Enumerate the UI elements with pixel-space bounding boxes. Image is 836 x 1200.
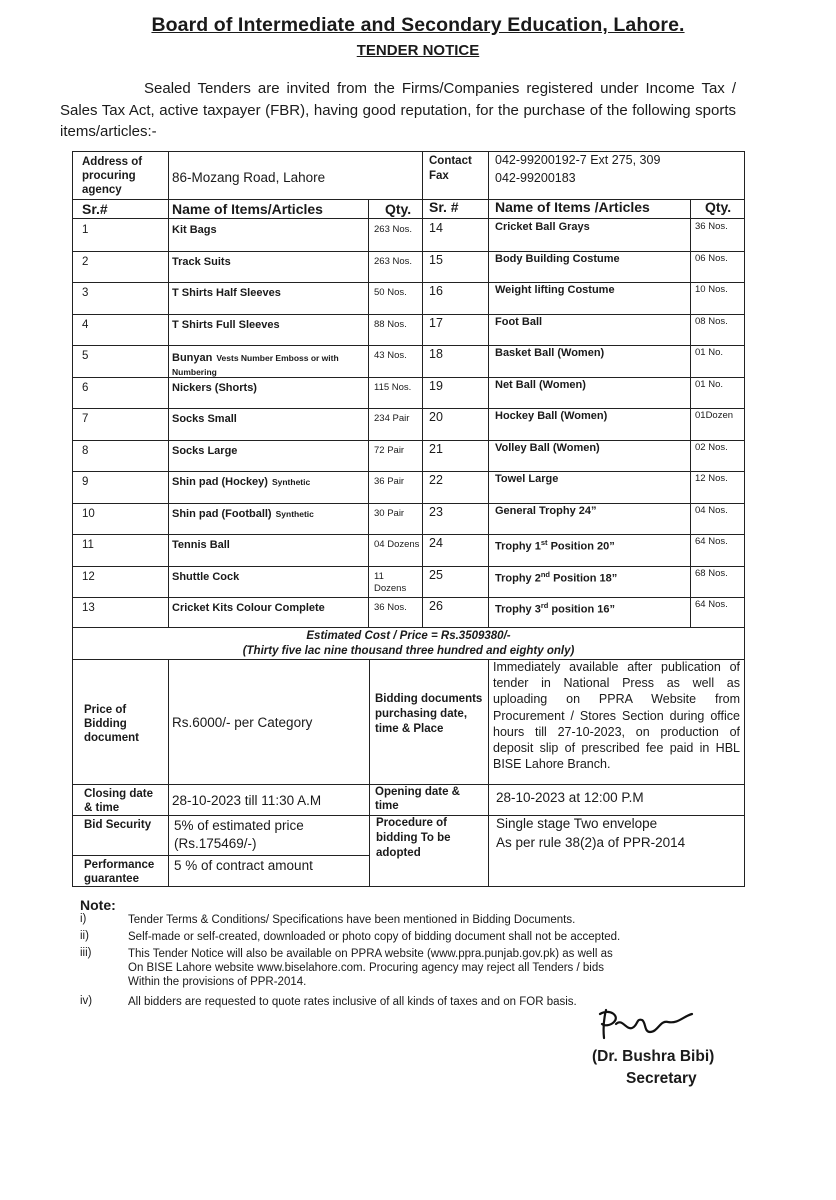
item-qty: 72 Pair <box>374 444 405 456</box>
item-sr: 13 <box>82 602 95 614</box>
address-value: 86-Mozang Road, Lahore <box>172 170 326 185</box>
performance-value: 5 % of contract amount <box>174 858 313 873</box>
item-sr: 11 <box>82 539 94 551</box>
rule <box>72 534 745 535</box>
item-qty: 02 Nos. <box>695 441 728 453</box>
fax-label: Fax <box>429 170 449 182</box>
item-sr: 14 <box>429 221 443 235</box>
item-name <box>495 346 604 361</box>
item-sr: 17 <box>429 315 443 330</box>
item-name-text: Basket Ball (Women) <box>495 347 605 359</box>
item-name-text: Shuttle Cock <box>172 570 240 583</box>
item-spec: Synthetic <box>271 477 311 487</box>
item-qty: 234 Pair <box>374 413 410 424</box>
security-label: Bid Security <box>84 819 152 831</box>
item-qty: 36 Pair <box>374 476 405 487</box>
item-qty: 36 Nos. <box>695 221 728 232</box>
note-line: On BISE Lahore website www.biselahore.com. Procuring agency may reject all Tenders / bids <box>128 962 604 974</box>
item-sr: 21 <box>429 441 443 456</box>
item-name-text: Shin pad (Hockey) <box>172 476 268 488</box>
item-name-text: Shin pad (Football) <box>172 507 272 520</box>
item-sr: 7 <box>82 413 89 425</box>
security-line-2: (Rs.175469/-) <box>174 836 257 851</box>
purchase-details: Immediately available after publication of tender in National Press as well as uploading on PPRA Website from Procurement / Stores Section during office hours till 27-10-2023, on production of deposit slip of prescribed fee paid in HBL BISE Lahore Branch. <box>493 660 740 772</box>
performance-label: Performance guarantee <box>84 859 155 885</box>
item-name-text: Trophy 1 <box>495 540 541 553</box>
rule <box>72 471 745 472</box>
item-qty: 01Dozen <box>695 410 734 421</box>
item-qty: 11 <box>374 570 384 582</box>
item-sr: 5 <box>82 350 89 362</box>
item-name-text: Trophy 2 <box>495 572 541 585</box>
item-name <box>495 504 596 519</box>
item-name-text: Body Building Costume <box>495 252 620 265</box>
item-name <box>172 286 281 301</box>
item-sr: 6 <box>82 381 89 394</box>
item-name <box>172 412 237 427</box>
item-qty: 30 Pair <box>374 507 405 519</box>
item-name <box>172 444 237 459</box>
notice-heading: TENDER NOTICE <box>356 42 480 59</box>
rule <box>72 408 745 409</box>
item-qty: 01 No. <box>695 347 723 358</box>
item-name <box>495 220 590 235</box>
note-line: Within the provisions of PPR-2014. <box>128 976 307 988</box>
rule <box>72 855 168 856</box>
item-sr: 1 <box>82 224 89 236</box>
item-qty: 06 Nos. <box>695 252 728 264</box>
item-sr: 4 <box>82 318 89 331</box>
item-qty: 68 Nos. <box>695 567 728 579</box>
item-name-text: General Trophy 24” <box>495 504 597 517</box>
closing-label: Closing date & time <box>84 788 154 814</box>
rule <box>72 503 745 504</box>
item-qty: 64 Nos. <box>695 599 728 610</box>
rule <box>488 659 489 887</box>
item-qty: 88 Nos. <box>374 318 407 330</box>
rule <box>72 345 745 346</box>
rule <box>690 199 691 627</box>
col-name: Name of Items/Articles <box>172 201 323 217</box>
item-name <box>172 381 257 396</box>
rule <box>488 151 489 627</box>
item-qty-unit: Dozens <box>374 582 407 594</box>
item-name-text: Volley Ball (Women) <box>495 441 600 454</box>
note-line: Tender Terms & Conditions/ Specifications have been mentioned in Bidding Documents. <box>128 914 576 926</box>
item-sr: 22 <box>429 473 443 487</box>
item-qty: 64 Nos. <box>695 536 728 547</box>
item-qty: 04 Dozens <box>374 539 420 550</box>
item-name <box>495 535 615 555</box>
item-name-end: position 16” <box>548 603 615 616</box>
note-line: All bidders are requested to quote rates inclusive of all kinds of taxes and on FOR basis. <box>128 996 577 1008</box>
item-spec: Synthetic <box>275 508 314 519</box>
estimated-cost-words: (Thirty five lac nine thousand three hundred and eighty only) <box>242 645 575 657</box>
rule <box>168 659 169 887</box>
signatory-role: Secretary <box>626 1070 697 1087</box>
item-sr: 26 <box>429 599 443 613</box>
procedure-line-1: Single stage Two envelope <box>496 816 658 831</box>
col-qty-2: Qty. <box>705 199 732 215</box>
item-name <box>495 567 617 587</box>
item-qty: 10 Nos. <box>695 284 728 295</box>
item-qty: 43 Nos. <box>374 350 407 361</box>
item-sr: 15 <box>429 252 443 267</box>
rule <box>72 597 745 598</box>
item-name <box>495 252 620 267</box>
item-name-text: Hockey Ball (Women) <box>495 410 608 422</box>
col-qty: Qty. <box>385 201 412 217</box>
item-sr: 12 <box>82 570 95 583</box>
security-line-1: 5% of estimated price <box>174 818 304 833</box>
intro-paragraph: Sealed Tenders are invited from the Firms/Companies registered under Income Tax / Sales Tax Act, active taxpayer (FBR), having good reputation, for the purchase of the following sports items/articles:- <box>60 80 736 140</box>
item-qty: 12 Nos. <box>695 473 728 484</box>
item-name-text: Kit Bags <box>172 224 217 236</box>
rule <box>72 314 745 315</box>
item-name <box>495 315 542 330</box>
item-qty: 115 Nos. <box>374 381 412 393</box>
rule <box>422 151 423 627</box>
item-sr: 16 <box>429 284 443 298</box>
item-sr: 10 <box>82 507 95 520</box>
col-name-2: Name of Items /Articles <box>495 199 650 215</box>
note-title: Note: <box>80 897 116 913</box>
item-sr: 23 <box>429 504 443 519</box>
item-sr: 2 <box>82 255 89 268</box>
item-name <box>495 441 600 456</box>
item-name-sup: st <box>540 538 548 547</box>
item-name-text: Foot Ball <box>495 315 543 328</box>
item-name <box>172 475 310 490</box>
item-name-sup: rd <box>540 601 549 610</box>
item-name-text: Tennis Ball <box>172 539 230 551</box>
item-name <box>495 283 615 298</box>
rule <box>168 151 169 627</box>
item-name-text: Net Ball (Women) <box>495 378 586 391</box>
rule <box>72 282 745 283</box>
fax-value: 042-99200183 <box>495 171 576 185</box>
item-name-end: Position 18” <box>550 572 618 585</box>
item-sr: 20 <box>429 410 443 424</box>
item-name-text: Bunyan <box>172 352 213 364</box>
signatory-name: (Dr. Bushra Bibi) <box>592 1048 715 1065</box>
item-name-text: Trophy 3 <box>495 603 541 616</box>
note-number: ii) <box>80 930 89 942</box>
item-name-sup: nd <box>540 569 551 579</box>
address-label: Address of procuring agency <box>82 156 143 196</box>
rule <box>168 855 369 856</box>
item-name-text: Towel Large <box>495 473 559 485</box>
item-spec-2: Numbering <box>172 367 217 377</box>
item-sr: 3 <box>82 287 89 299</box>
item-name <box>172 538 230 553</box>
item-spec: Vests Number Emboss or with <box>216 353 339 363</box>
item-name <box>495 472 558 487</box>
rule <box>72 440 745 441</box>
opening-value: 28-10-2023 at 12:00 P.M <box>496 790 644 805</box>
rule <box>72 218 745 219</box>
item-name-text: Socks Small <box>172 413 237 425</box>
item-name <box>172 318 280 333</box>
item-name <box>172 601 325 616</box>
contact-value: 042-99200192-7 Ext 275, 309 <box>495 153 661 167</box>
col-sr-2: Sr. # <box>429 199 459 215</box>
procedure-label: Procedure of bidding To be adopted <box>376 817 451 859</box>
item-qty: 04 Nos. <box>695 504 728 516</box>
item-sr: 25 <box>429 567 443 582</box>
item-name-text: T Shirts Full Sleeves <box>172 318 280 331</box>
estimated-cost: Estimated Cost / Price = Rs.3509380/- <box>306 630 511 642</box>
opening-label: Opening date & time <box>375 786 460 812</box>
item-name-text: Cricket Ball Grays <box>495 221 590 233</box>
item-name-text: Cricket Kits Colour Complete <box>172 602 325 614</box>
item-name <box>495 378 586 393</box>
item-sr: 18 <box>429 347 443 361</box>
price-value: Rs.6000/- per Category <box>172 715 313 730</box>
purchase-label: Bidding documents purchasing date, time & Place <box>375 693 483 735</box>
note-line: Self-made or self-created, downloaded or photo copy of bidding document shall not be accepted. <box>128 931 621 943</box>
item-name-text: Nickers (Shorts) <box>172 381 257 394</box>
rule <box>72 627 745 628</box>
rule <box>72 566 745 567</box>
item-name <box>495 409 607 424</box>
price-label: Price of Bidding document <box>84 704 139 744</box>
signature-mark <box>596 1006 700 1044</box>
item-name <box>172 255 231 270</box>
contact-label: Contact <box>429 155 472 167</box>
item-sr: 19 <box>429 378 443 393</box>
item-name <box>172 223 217 238</box>
item-name-end: Position 20” <box>547 540 615 553</box>
note-number: iii) <box>80 947 92 959</box>
item-qty: 08 Nos. <box>695 315 728 327</box>
item-name-text: T Shirts Half Sleeves <box>172 287 281 299</box>
note-number: iv) <box>80 995 93 1007</box>
item-name-text: Track Suits <box>172 255 231 268</box>
item-qty: 50 Nos. <box>374 287 407 298</box>
item-qty: 263 Nos. <box>374 224 413 235</box>
closing-value: 28-10-2023 till 11:30 A.M <box>172 793 322 808</box>
item-qty: 263 Nos. <box>374 255 413 267</box>
item-name <box>172 351 339 366</box>
note-line: This Tender Notice will also be available on PPRA website (www.ppra.punjab.gov.pk) as well as <box>128 948 613 960</box>
item-name <box>172 507 314 522</box>
item-name <box>172 570 239 585</box>
note-number: i) <box>80 913 87 925</box>
item-sr: 9 <box>82 476 89 488</box>
col-sr: Sr.# <box>82 201 108 217</box>
item-qty: 36 Nos. <box>374 602 407 613</box>
rule <box>368 199 369 627</box>
rule <box>369 659 370 887</box>
item-name-text: Weight lifting Costume <box>495 284 615 296</box>
item-sr: 8 <box>82 444 89 457</box>
procedure-line-2: As per rule 38(2)a of PPR-2014 <box>496 835 686 850</box>
item-qty: 01 No. <box>695 378 723 390</box>
item-sr: 24 <box>429 536 443 550</box>
rule <box>72 251 745 252</box>
item-name-text: Socks Large <box>172 444 238 457</box>
board-title: Board of Intermediate and Secondary Education, Lahore. <box>151 14 685 36</box>
item-name <box>495 598 615 618</box>
